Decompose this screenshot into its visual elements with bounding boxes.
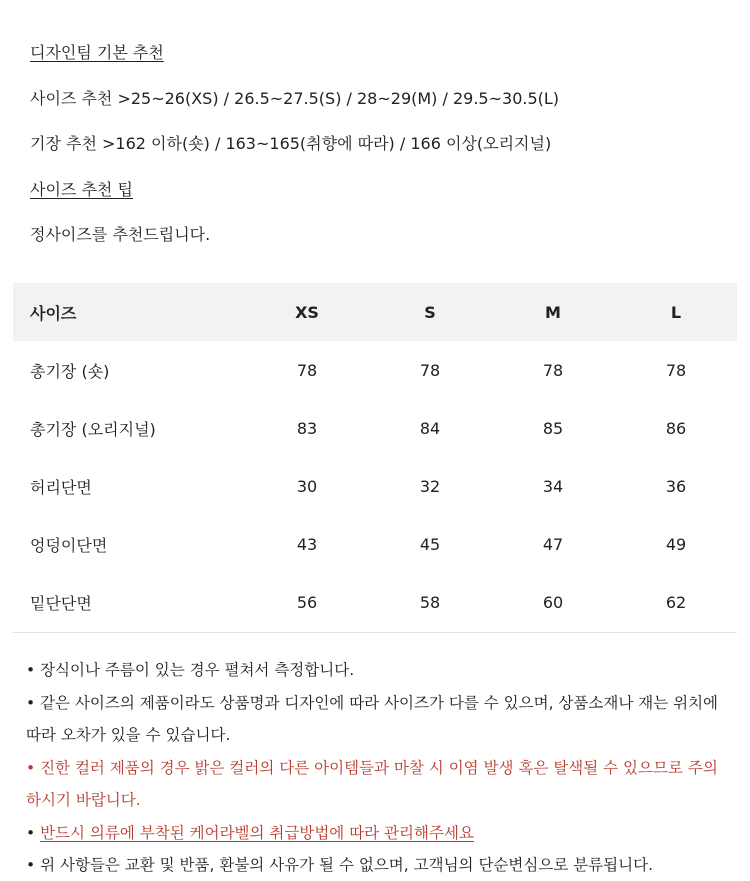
table-cell: 60	[542, 592, 564, 612]
table-cell: 84	[419, 418, 441, 438]
care-label-text: 반드시 의류에 부착된 케어라벨의 취급방법에 따라 관리해주세요	[40, 824, 474, 842]
table-header	[13, 283, 737, 341]
note-bullet: •	[26, 824, 41, 842]
table-cell: 32	[419, 476, 441, 496]
row-label: 허리단면	[30, 477, 92, 497]
table-cell: 62	[665, 592, 687, 612]
note-size-variance: • 같은 사이즈의 제품이라도 상품명과 디자인에 따라 사이즈가 다를 수 있으며, 상품소재나 재는 위치에 따라 오차가 있을 수 있습니다.	[26, 694, 719, 744]
note-no-refund: • 위 사항들은 교환 및 반품, 환불의 사유가 될 수 없으며, 고객님의 단순변심으로 분류됩니다.	[26, 856, 654, 874]
header-cell: S	[424, 302, 436, 322]
table-cell: 56	[296, 592, 318, 612]
table-cell: 34	[542, 476, 564, 496]
header-cell: L	[670, 302, 682, 322]
table-cell: 49	[665, 534, 687, 554]
table-cell: 85	[542, 418, 564, 438]
tip-title: 사이즈 추천 팁	[30, 180, 133, 199]
table-cell: 47	[542, 534, 564, 554]
size-table	[13, 283, 737, 631]
size-recommendation: 사이즈 추천 >25~26(XS) / 26.5~27.5(S) / 28~29(M) / 29.5~30.5(L)	[30, 89, 560, 108]
table-divider	[13, 632, 737, 633]
table-row	[13, 399, 737, 457]
table-cell: 83	[296, 418, 318, 438]
table-cell: 86	[665, 418, 687, 438]
section-title: 디자인팀 기본 추천	[30, 43, 164, 62]
note-color-transfer: • 진한 컬러 제품의 경우 밝은 컬러의 다른 아이템들과 마찰 시 이염 발생 혹은 탈색될 수 있으므로 주의하시기 바랍니다.	[26, 759, 718, 809]
table-cell: 78	[296, 360, 318, 380]
row-label: 밑단단면	[30, 593, 92, 613]
table-cell: 30	[296, 476, 318, 496]
header-cell: XS	[295, 302, 319, 322]
header-cell: 사이즈	[30, 303, 77, 323]
table-row	[13, 341, 737, 399]
table-cell: 45	[419, 534, 441, 554]
length-recommendation: 기장 추천 >162 이하(숏) / 163~165(취향에 따라) / 166 이상(오리지널)	[30, 134, 552, 153]
table-cell: 78	[665, 360, 687, 380]
note-care-label	[26, 817, 731, 849]
header-cell: M	[545, 302, 561, 322]
table-cell: 78	[542, 360, 564, 380]
table-cell: 36	[665, 476, 687, 496]
row-label: 엉덩이단면	[30, 535, 108, 555]
table-row	[13, 515, 737, 573]
row-label: 총기장 (숏)	[30, 361, 110, 381]
note-measure: • 장식이나 주름이 있는 경우 펼쳐서 측정합니다.	[26, 661, 355, 679]
table-cell: 58	[419, 592, 441, 612]
table-row	[13, 573, 737, 631]
table-cell: 43	[296, 534, 318, 554]
table-cell: 78	[419, 360, 441, 380]
table-row	[13, 457, 737, 515]
tip-text: 정사이즈를 추천드립니다.	[30, 225, 211, 244]
row-label: 총기장 (오리지널)	[30, 419, 156, 439]
